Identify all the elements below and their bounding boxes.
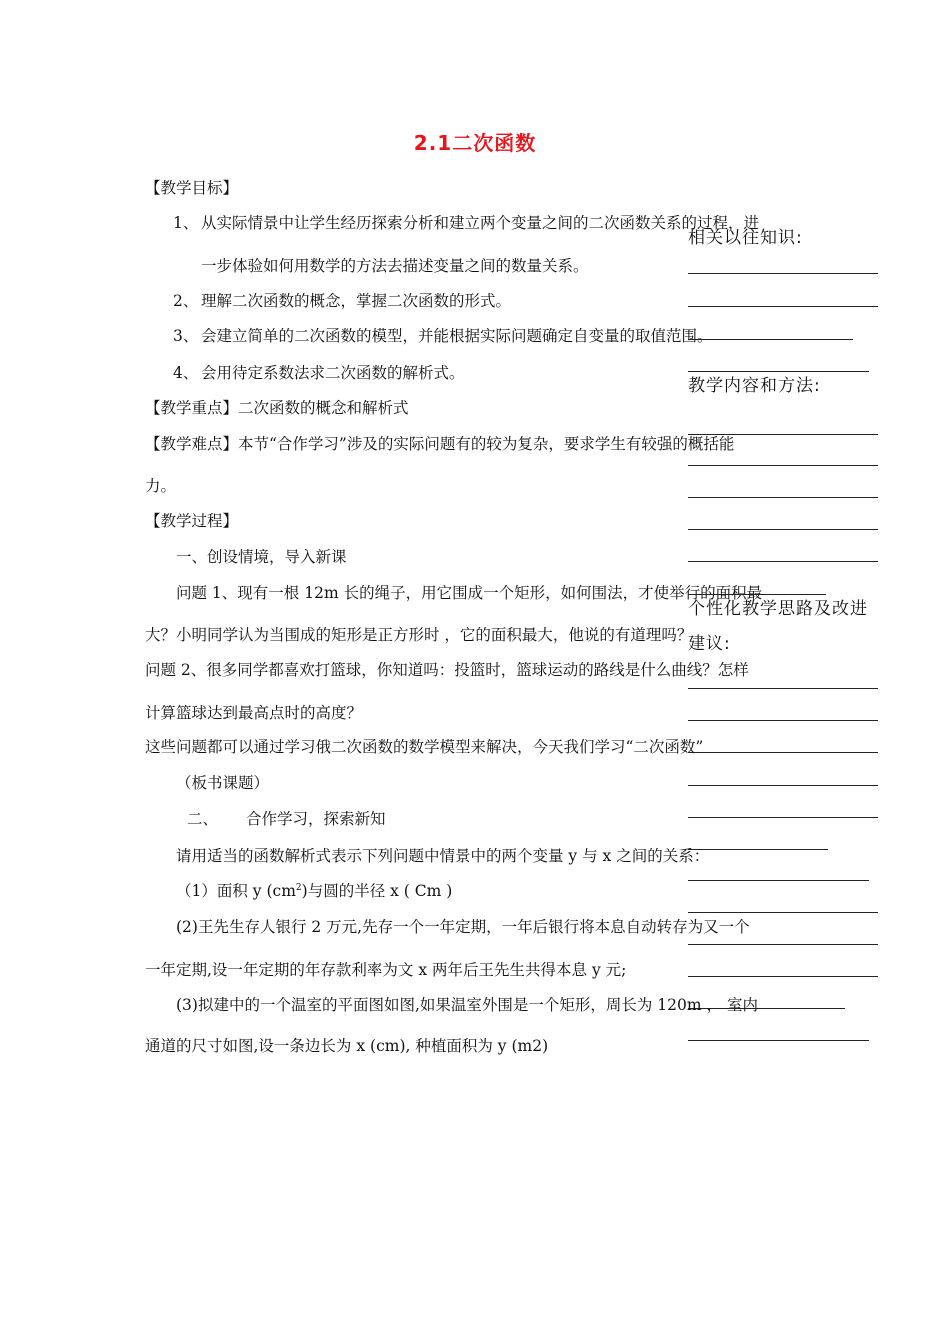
note-rule bbox=[688, 561, 878, 562]
note-rule bbox=[688, 912, 878, 913]
item-1-superscript: 2 bbox=[295, 883, 302, 893]
sidebar-personalized-line-1: 个性化教学思路及改进 bbox=[688, 599, 868, 619]
note-rule bbox=[688, 976, 878, 977]
note-rule bbox=[688, 817, 878, 818]
question-1-line-1: 问题 1、现有一根 12m 长的绳子，用它围成一个矩形，如何围法，才使举行的面积最 bbox=[176, 584, 763, 602]
question-1-line-2: 大？小明同学认为当围成的矩形是正方形时 ，它的面积最大，他说的有道理吗？ bbox=[145, 626, 693, 644]
note-rule bbox=[688, 306, 878, 307]
item-3-line-1: (3)拟建中的一个温室的平面图如图,如果温室外围是一个矩形，周长为 120m ， 室内 bbox=[176, 996, 758, 1014]
note-rule bbox=[688, 371, 869, 372]
note-rule bbox=[688, 529, 878, 530]
goal-1-line-1: 从实际情景中让学生经历探索分析和建立两个变量之间的二次函数关系的过程，进 bbox=[201, 214, 760, 232]
question-2-line-1: 问题 2、很多同学都喜欢打篮球，你知道吗：投篮时，篮球运动的路线是什么曲线？怎样 bbox=[145, 661, 749, 679]
page-title: 2.1二次函数 bbox=[413, 131, 537, 155]
board-note: （板书课题） bbox=[176, 774, 270, 792]
note-rule bbox=[688, 465, 878, 466]
goal-4: 会用待定系数法求二次函数的解析式。 bbox=[201, 364, 465, 382]
note-rule bbox=[688, 273, 878, 274]
note-rule bbox=[688, 434, 878, 435]
difficulty-line-1: 【教学难点】本节“合作学习”涉及的实际问题有的较为复杂，要求学生有较强的概括能 bbox=[145, 435, 735, 453]
goal-1-number: 1、 bbox=[173, 214, 199, 232]
key-point: 【教学重点】二次函数的概念和解析式 bbox=[145, 399, 409, 417]
step-2-number: 二、 bbox=[187, 810, 219, 828]
question-2-line-2: 计算篮球达到最高点时的高度？ bbox=[145, 704, 363, 722]
difficulty-line-2: 力。 bbox=[145, 477, 177, 495]
sidebar-related-knowledge: 相关以往知识: bbox=[688, 228, 803, 248]
process-heading: 【教学过程】 bbox=[145, 512, 239, 530]
goal-3-number: 3、 bbox=[173, 327, 199, 345]
note-rule bbox=[688, 785, 878, 786]
objectives-heading: 【教学目标】 bbox=[145, 179, 239, 197]
step-1-heading: 一、创设情境，导入新课 bbox=[176, 548, 347, 566]
goal-4-number: 4、 bbox=[173, 364, 199, 382]
task-text: 请用适当的函数解析式表示下列问题中情景中的两个变量 y 与 x 之间的关系： bbox=[176, 847, 710, 865]
item-2-line-1: (2)王先生存人银行 2 万元,先存一个一年定期，一年后银行将本息自动转存为又一个 bbox=[176, 918, 750, 936]
goal-2-number: 2、 bbox=[173, 292, 199, 310]
note-rule bbox=[688, 880, 869, 881]
note-rule bbox=[688, 944, 878, 945]
note-rule bbox=[688, 339, 853, 340]
item-1-text-b: )与圆的半径 x ( Cm ) bbox=[301, 882, 453, 900]
note-rule bbox=[688, 1040, 869, 1041]
goal-3: 会建立简单的二次函数的模型，并能根据实际问题确定自变量的取值范围。 bbox=[201, 327, 713, 345]
note-rule bbox=[688, 688, 878, 689]
note-rule bbox=[688, 497, 878, 498]
note-rule bbox=[688, 1008, 845, 1009]
goal-1-line-2: 一步体验如何用数学的方法去描述变量之间的数量关系。 bbox=[201, 257, 589, 275]
sidebar-personalized-line-2: 建议: bbox=[688, 634, 731, 654]
goal-2: 理解二次函数的概念，掌握二次函数的形式。 bbox=[201, 292, 512, 310]
sidebar-content-method: 教学内容和方法: bbox=[688, 376, 821, 396]
note-rule bbox=[688, 720, 878, 721]
note-rule bbox=[688, 752, 878, 753]
step-2-heading: 合作学习，探索新知 bbox=[246, 810, 386, 828]
intro-text: 这些问题都可以通过学习俄二次函数的数学模型来解决，今天我们学习“二次函数” bbox=[145, 738, 704, 756]
item-1-text-a: （1）面积 y (cm bbox=[176, 882, 296, 900]
note-rule bbox=[688, 849, 828, 850]
item-3-line-2: 通道的尺寸如图,设一条边长为 x (cm), 种植面积为 y (m2) bbox=[145, 1037, 549, 1055]
note-rule bbox=[688, 594, 826, 595]
item-2-line-2: 一年定期,设一年定期的年存款利率为文 x 两年后王先生共得本息 y 元; bbox=[145, 961, 627, 979]
item-1 bbox=[176, 881, 452, 901]
